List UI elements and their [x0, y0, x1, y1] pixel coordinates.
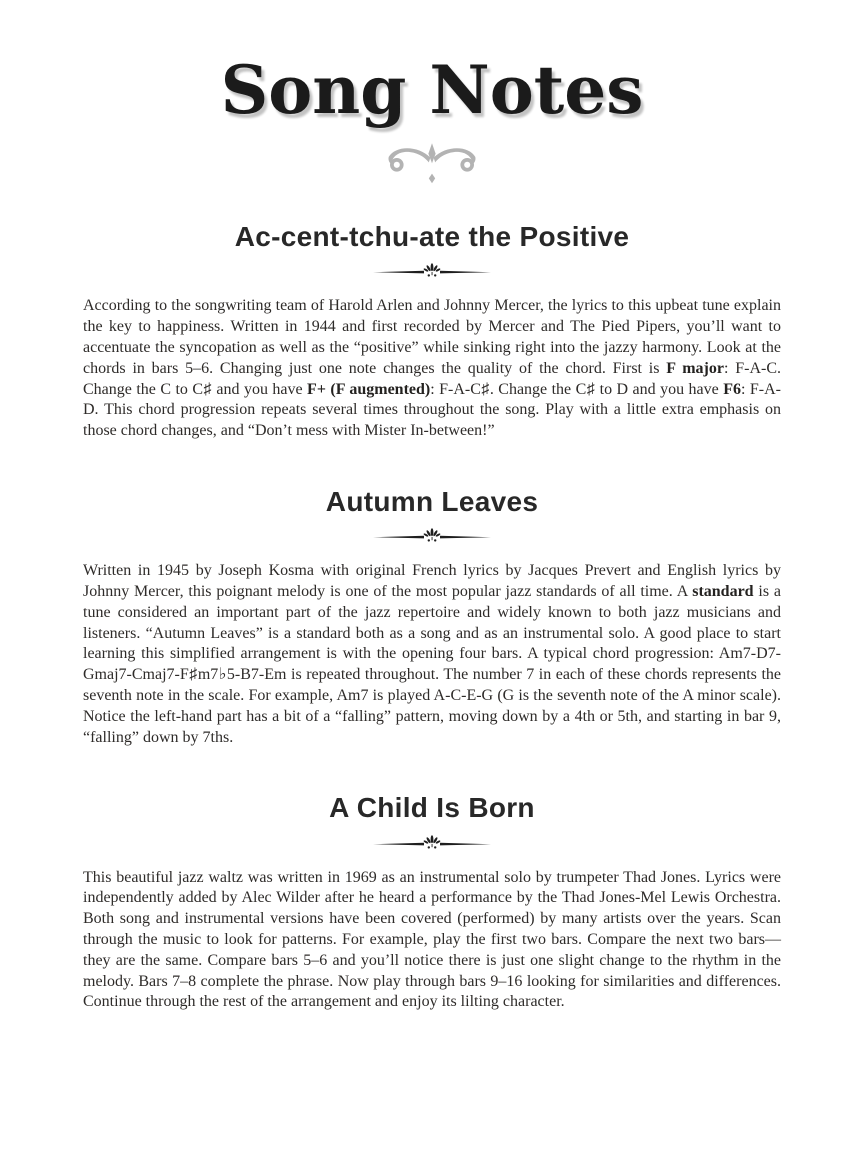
section-accentuate-the-positive: [83, 221, 781, 442]
song-notes-paragraph: This beautiful jazz waltz was written in 1969 as an instrumental solo by trumpeter Thad Jones. Lyrics were independently added by Alec Wilder after he heard a performance by the Thad Jones-Mel Lewis Orchestra. Both song and instrumental versions have been covered (performed) by many artists over the years. Scan through the music to look for patterns. For example, play the first two bars. Compare the next two bars—they are the same. Compare bars 5–6 and you’ll notice there is just one slight change to the rhythm in the melody. Bars 7–8 complete the phrase. Now play through bars 9–16 looking for similarities and differences. Continue through the rest of the arrangement and enjoy its lilting character.: [83, 868, 781, 1011]
divider-fleuron-ornament-icon: [373, 834, 491, 852]
song-notes-paragraph: Written in 1945 by Joseph Kosma with original French lyrics by Jacques Prevert and English lyrics by Johnny Mercer, this poignant melody is one of the most popular jazz standards of all time. A standard is a tune considered an important part of the jazz repertoire and widely known to both jazz musicians and listeners. “Autumn Leaves” is a standard both as a song and as an instrumental solo. A good place to start learning this simplified arrangement is with the opening four bars. A typical chord progression: Am7-D7-Gmaj7-Cmaj7-F♯m7♭5-B7-Em is repeated throughout. The number 7 in each of these chords represents the seventh note in the scale. For example, Am7 is played A-C-E-G (G is the seventh note of the A minor scale). Notice the left-hand part has a bit of a “falling” pattern, moving down by a 4th or 5th, and starting in bar 9, “falling” down by 7ths.: [83, 562, 781, 746]
song-heading: Autumn Leaves: [325, 486, 539, 518]
page-title: Song Notes: [220, 51, 644, 129]
divider-fleuron-ornament-icon: [373, 527, 491, 545]
section-autumn-leaves: [83, 486, 781, 748]
song-heading: A Child Is Born: [329, 792, 535, 824]
song-notes-paragraph: According to the songwriting team of Harold Arlen and Johnny Mercer, the lyrics to this upbeat tune explain the key to happiness. Written in 1944 and first recorded by Mercer and The Pied Pipers, you’ll want to accentuate the syncopation as well as the “positive” while sinking right into the jazzy harmony. Look at the chords in bars 5–6. Changing just one note changes the quality of the chord. First is F major: F-A-C. Change the C to C♯ and you have F+ (F augmented): F-A-C♯. Change the C♯ to D and you have F6: F-A-D. This chord progression repeats several times throughout the song. Play with a little extra emphasis on those chord changes, and “Don’t mess with Mister In-between!”: [83, 297, 782, 440]
divider-fleuron-ornament-icon: [373, 262, 491, 280]
section-a-child-is-born: [83, 792, 781, 1013]
flourish-scroll-ornament-icon: [384, 141, 480, 187]
song-heading: Ac-cent-tchu-ate the Positive: [234, 221, 630, 253]
